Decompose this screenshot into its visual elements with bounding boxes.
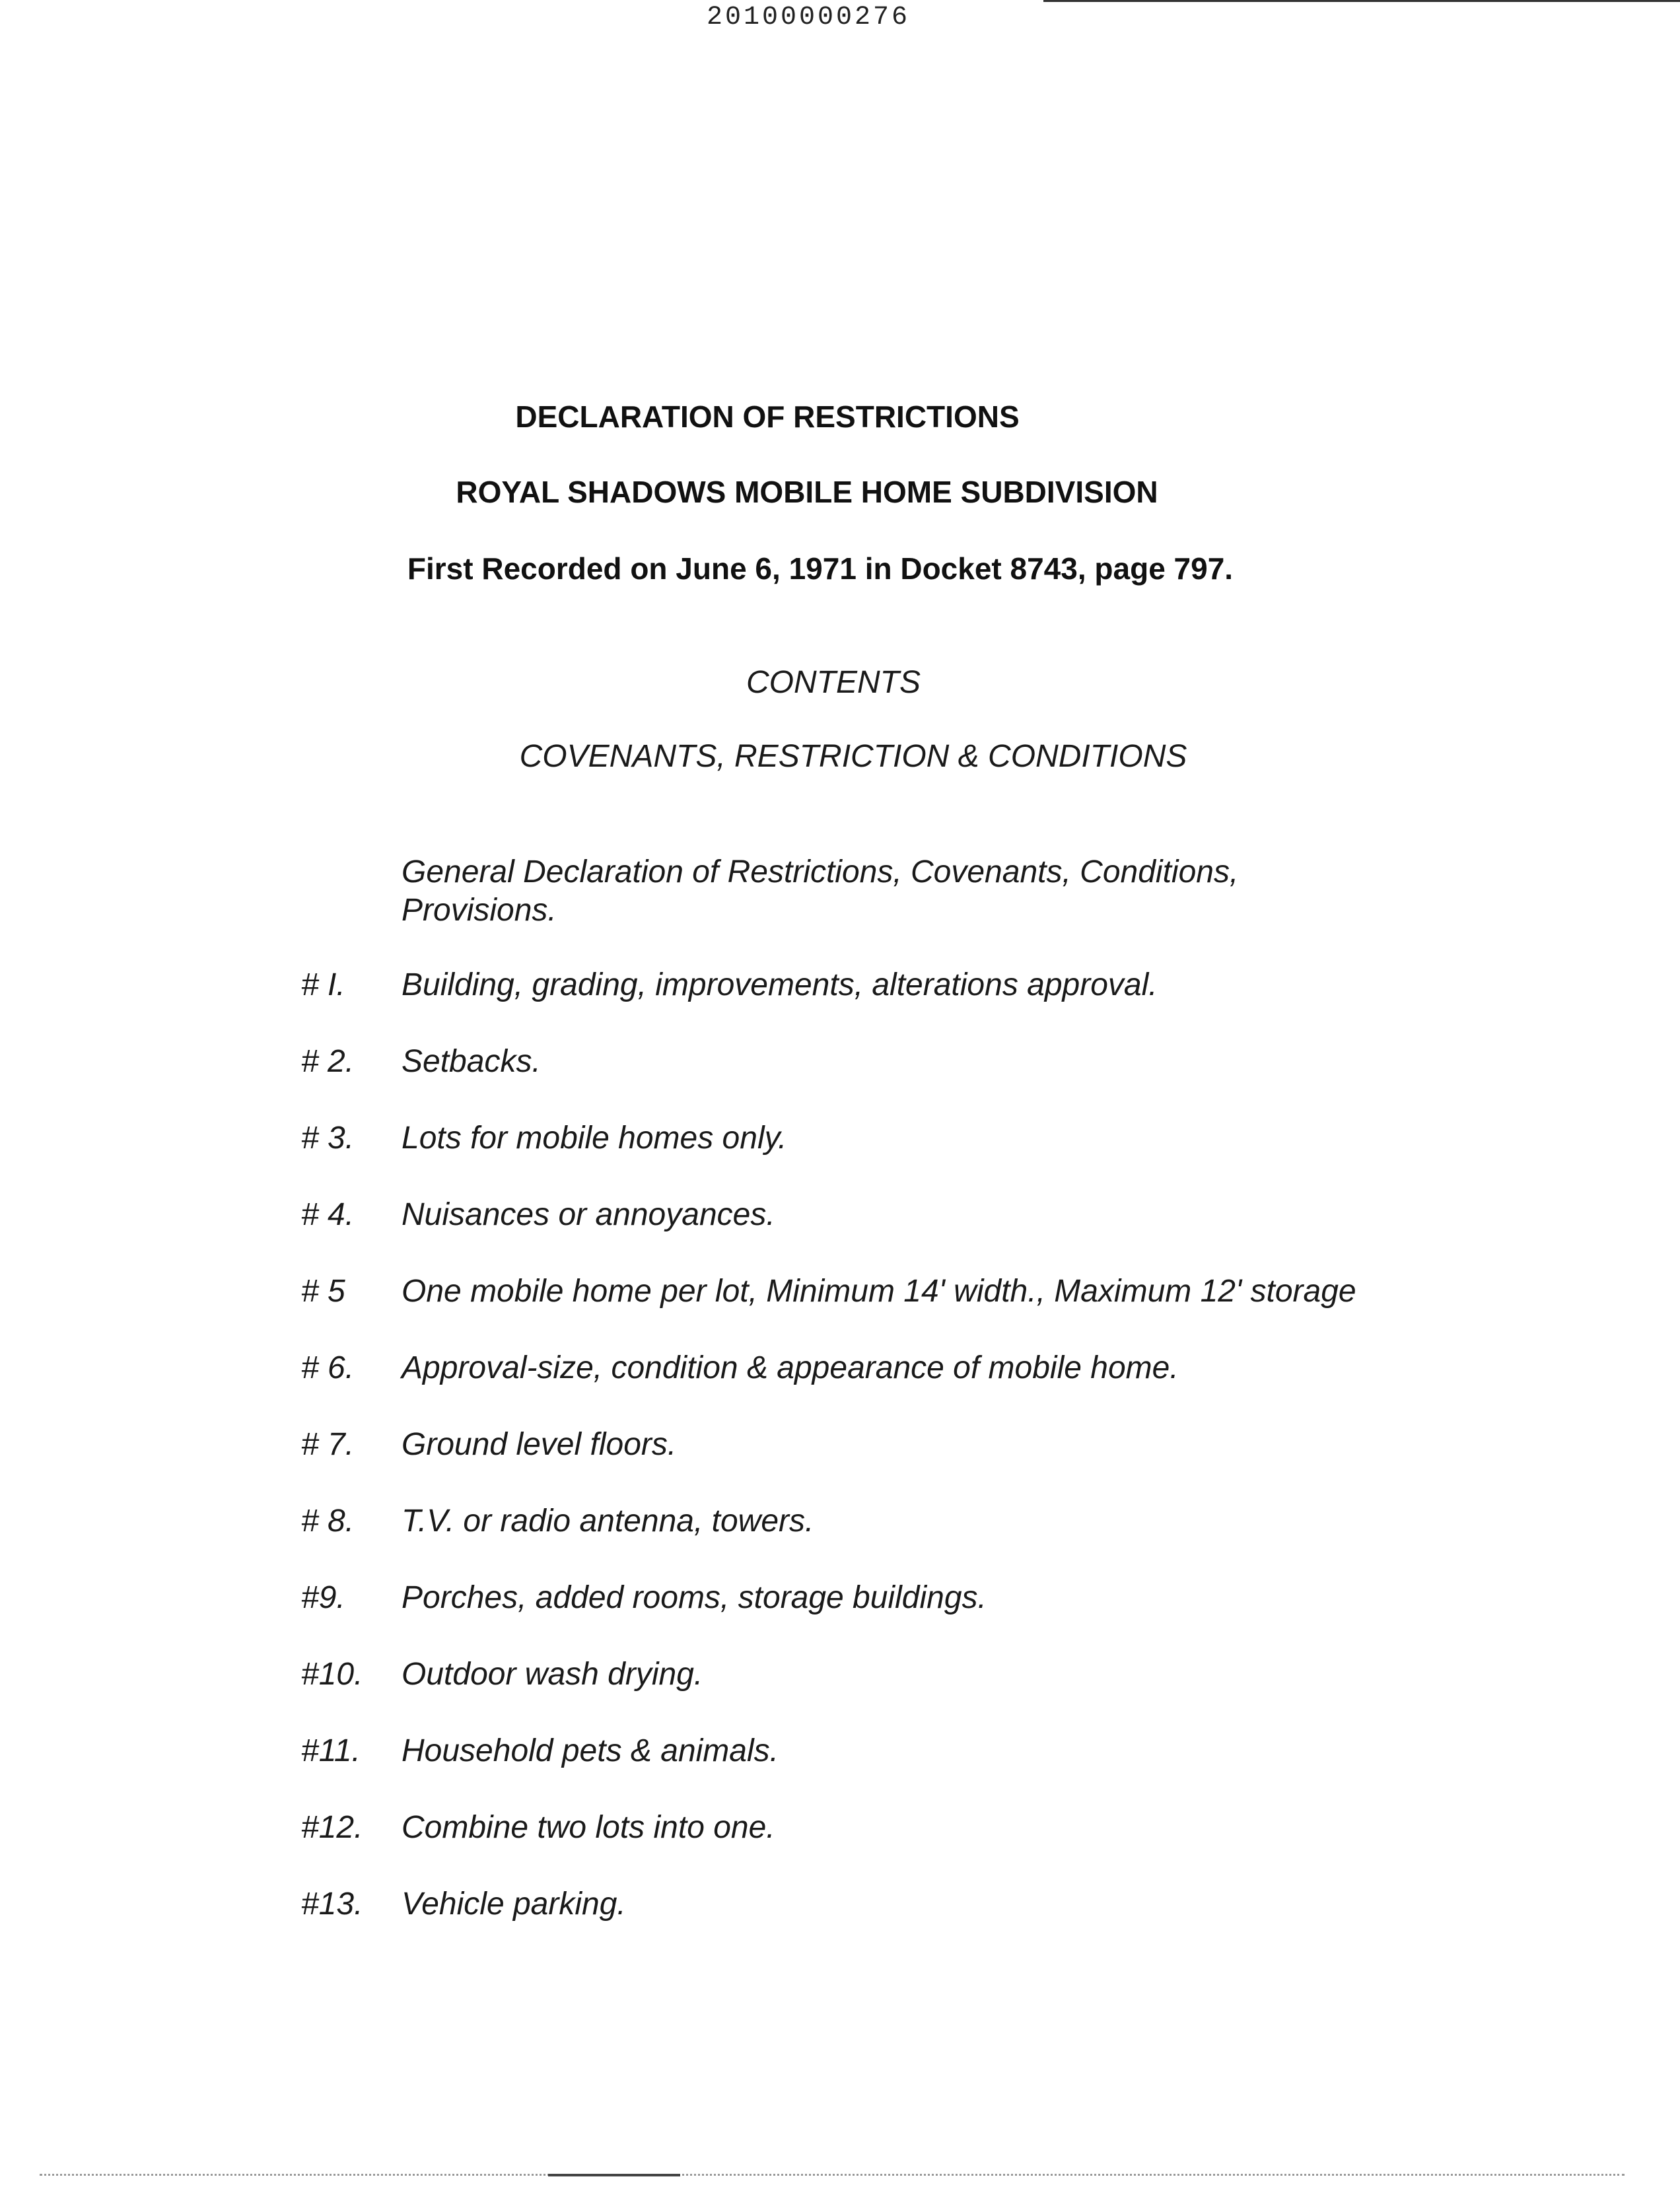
- contents-item: [301, 1273, 1556, 1350]
- contents-item-text: Combine two lots into one.: [402, 1810, 775, 1845]
- contents-item-number: #11.: [301, 1733, 361, 1768]
- contents-item: [301, 1043, 1556, 1120]
- contents-item: [301, 1580, 1556, 1656]
- scan-artifact-mark: [548, 2174, 680, 2176]
- contents-item-number: # 7.: [301, 1427, 355, 1462]
- contents-item-number: #13.: [301, 1887, 363, 1922]
- contents-item-text: Outdoor wash drying.: [402, 1657, 703, 1692]
- scan-artifact-line: [40, 2174, 1625, 2178]
- contents-item: [301, 1197, 1556, 1273]
- declaration-title: DECLARATION OF RESTRICTIONS: [515, 399, 1020, 434]
- contents-item-text: One mobile home per lot, Minimum 14' width., Maximum 12' storage: [402, 1274, 1356, 1309]
- contents-item: [301, 1656, 1556, 1733]
- contents-item-number: # 5: [301, 1274, 345, 1309]
- contents-item: [301, 1120, 1556, 1197]
- contents-item-number: #12.: [301, 1810, 363, 1845]
- top-rule: [1043, 0, 1680, 2]
- contents-item-text: Nuisances or annoyances.: [402, 1197, 775, 1232]
- contents-item-number: #10.: [301, 1657, 363, 1692]
- contents-item-text: Vehicle parking.: [402, 1887, 626, 1922]
- contents-item-text: Porches, added rooms, storage buildings.: [402, 1580, 987, 1615]
- contents-item-text: Approval-size, condition & appearance of mobile home.: [402, 1350, 1179, 1385]
- contents-item-text: Setbacks.: [402, 1044, 541, 1079]
- covenants-heading: COVENANTS, RESTRICTION & CONDITIONS: [519, 739, 1187, 774]
- document-number: 20100000276: [707, 3, 911, 32]
- contents-item: [301, 1733, 1556, 1809]
- contents-item-number: # 3.: [301, 1121, 355, 1156]
- contents-item: [301, 1350, 1556, 1426]
- general-declaration: General Declaration of Restrictions, Covenants, Conditions, Provisions.: [402, 854, 1239, 928]
- contents-item-number: # 8.: [301, 1504, 355, 1539]
- contents-item-number: #9.: [301, 1580, 345, 1615]
- contents-item-number: # 2.: [301, 1044, 355, 1079]
- contents-item: [301, 1426, 1556, 1503]
- contents-item-text: Building, grading, improvements, alterations approval.: [402, 967, 1158, 1002]
- contents-item-text: Lots for mobile homes only.: [402, 1121, 787, 1156]
- contents-item: [301, 1503, 1556, 1580]
- contents-item: [301, 1809, 1556, 1886]
- contents-item-number: # 6.: [301, 1350, 355, 1385]
- subdivision-title: ROYAL SHADOWS MOBILE HOME SUBDIVISION: [456, 475, 1158, 509]
- contents-list: [301, 967, 1556, 1962]
- contents-item-number: # I.: [301, 967, 345, 1002]
- recording-info: First Recorded on June 6, 1971 in Docket 8743, page 797.: [407, 551, 1234, 586]
- contents-heading: CONTENTS: [746, 665, 921, 700]
- contents-item: [301, 967, 1556, 1043]
- contents-item: [301, 1886, 1556, 1962]
- contents-item-text: Ground level floors.: [402, 1427, 677, 1462]
- contents-item-number: # 4.: [301, 1197, 355, 1232]
- contents-item-text: T.V. or radio antenna, towers.: [402, 1504, 814, 1539]
- contents-item-text: Household pets & animals.: [402, 1733, 779, 1768]
